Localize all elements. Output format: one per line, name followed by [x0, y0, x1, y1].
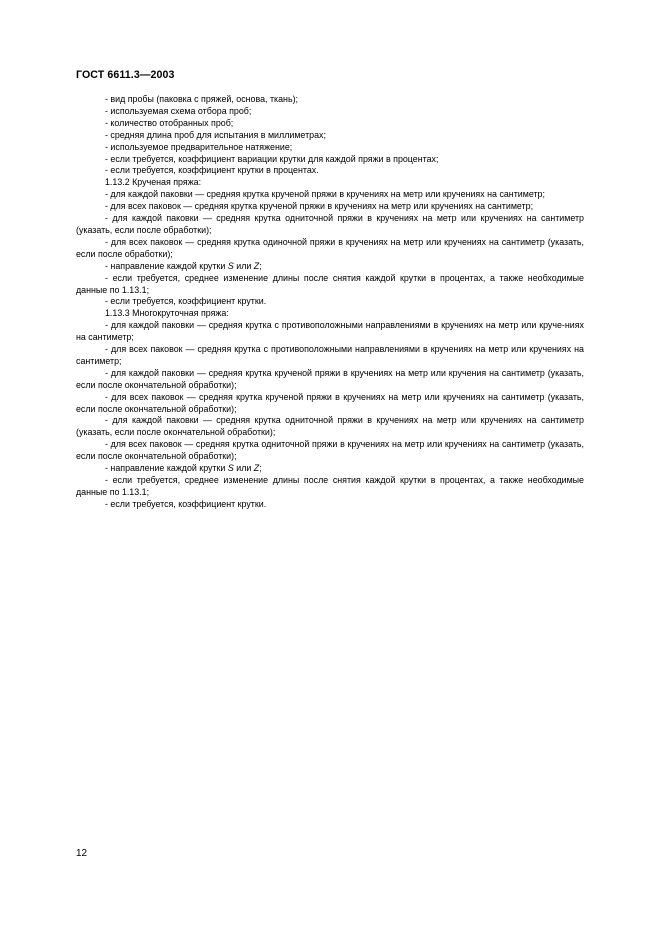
paragraph-line: - для каждой паковки — средняя крутка крученой пряжи в кручениях на метр или кручения на сантиметр (указать, если после окончательной обработки);: [76, 367, 584, 390]
paragraph-line: - если требуется, среднее изменение длины после снятия каждой крутки в процентах, а также необходимые данные по 1.13.1;: [76, 272, 584, 295]
paragraph-line: - для каждой паковки — средняя крутка одниточной пряжи в кручениях на метр или кручениях на сантиметр (указать, если после обработки);: [76, 213, 584, 235]
paragraph-line: - направление каждой крутки S или Z;: [105, 463, 262, 474]
paragraph-line: - если требуется, коэффициент крутки.: [105, 498, 267, 509]
paragraph-line: - для всех паковок — средняя крутка крученой пряжи в кручениях на метр или кручениях на сантиметр;: [105, 201, 534, 212]
paragraph-line: - если требуется, среднее изменение длины после снятия каждой крутки в процентах, а также необходимые данные по 1.13.1;: [76, 475, 584, 497]
paragraph-line: - вид пробы (паковка с пряжей, основа, ткань);: [105, 94, 298, 104]
paragraph-line: - для каждой паковки — средняя крутка крученой пряжи в кручениях на метр или кручениях на сантиметр;: [105, 189, 545, 200]
paragraph-line: 1.13.3 Многокруточная пряжа:: [105, 308, 229, 319]
paragraph-line: - если требуется, коэффициент крутки.: [105, 296, 267, 307]
paragraph-line: - если требуется, коэффициент крутки в процентах.: [105, 165, 319, 176]
paragraph-line: - средняя длина проб для испытания в миллиметрах;: [105, 129, 326, 140]
paragraph-line: - для каждой паковки — средняя крутка одниточной пряжи в кручениях на метр или кручениях на сантиметр (указать, если после окончательной обработки);: [76, 415, 584, 438]
paragraph-line: - для всех паковок — средняя крутка одиночной пряжи в кручениях на метр или кручениях на сантиметр (указать, если после обработки);: [76, 236, 584, 259]
page-number: 12: [76, 848, 88, 859]
paragraph-line: - если требуется, коэффициент вариации крутки для каждой пряжи в процентах;: [105, 153, 439, 164]
paragraph-line: 1.13.2 Крученая пряжа:: [105, 177, 202, 188]
paragraph-line: - количество отобранных проб;: [105, 117, 234, 128]
paragraph-line: - используемая схема отбора проб;: [105, 105, 252, 116]
paragraph-line: - направление каждой крутки S или Z;: [105, 260, 262, 271]
document-header: ГОСТ 6611.3—2003: [76, 69, 175, 81]
paragraph-line: - используемое предварительное натяжение;: [105, 141, 293, 152]
document-body: [76, 94, 584, 511]
paragraph-line: - для всех паковок — средняя крутка крученой пряжи в кручениях на метр или кручениях на сантиметр (указать, если после окончательной обработки);: [76, 391, 584, 414]
paragraph-line: - для каждой паковки — средняя крутка с противоположными направлениями в кручениях на метр или круче-ниях на сантиметр;: [76, 320, 584, 343]
paragraph-line: - для всех паковок — средняя крутка с противоположными направлениями в кручениях на метр или кручениях на сантиметр;: [76, 344, 584, 366]
paragraph-line: - для всех паковок — средняя крутка одниточной пряжи в кручениях на метр или кручениях на сантиметр (указать, если после окончательной обработки);: [76, 439, 584, 462]
